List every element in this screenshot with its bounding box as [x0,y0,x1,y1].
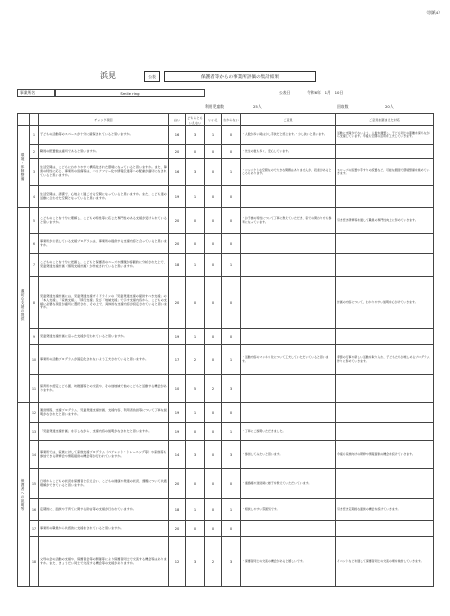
count-unknown: 0 [222,469,241,499]
publication-box: 公表 [144,71,160,82]
header-number [30,114,39,126]
check-item: 運営規程、支援プログラム、児童発達支援計画、支援内容、利用者負担等について丁寧な説明がなされたと思いますか。 [39,403,169,423]
check-item: 事業所が公表している支援プログラムは、事業所の提供する支援内容と合っていると思いますか。 [39,234,169,254]
row-number: 11 [30,375,39,403]
check-item: 父母の会の活動の支援や、保護者会等の開催等により保護者同士で交流する機会等はありますか。また、きょうだい同士で交流する機会等の支援がありますか。 [39,537,169,587]
header-unknown: わからない [222,114,241,126]
response-cell: 引き続き研修等を通して職員の専門性向上に努めていきます。 [336,208,434,234]
count-yes: 20 [169,145,186,159]
check-item: 職員の配置数は適切であると思いますか。 [39,145,169,159]
header-neutral: どちらともいえない [187,115,203,125]
row-number: 12 [30,403,39,423]
document-tag: （別紙4） [424,10,442,15]
count-unknown: 0 [222,277,241,329]
row-number: 5 [30,208,39,234]
count-unknown: 0 [222,126,241,145]
evaluation-table-wrapper [17,113,434,587]
opinion-cell [241,277,336,329]
table-row [18,537,434,587]
check-item: 事業所の活動プログラムが固定化されないよう工夫されていると思いますか。 [39,345,169,375]
row-number: 4 [30,186,39,208]
count-no: 0 [205,423,222,441]
row-number: 15 [30,469,39,499]
count-neutral: 0 [186,208,205,234]
row-number: 17 [30,521,39,537]
users-value: 25人 [253,104,262,109]
count-no: 0 [205,345,222,375]
pub-date-value: 令和6年 1月 10日 [307,90,344,95]
pub-date-label: 公表日 [279,90,291,95]
response-cell: 季節の行事や新しい活動を取り入れ、子どもたちが楽しめるプログラム作りに努めていきます。 [336,345,434,375]
count-yes: 20 [169,208,186,234]
table-row [18,345,434,375]
count-unknown: 3 [222,537,241,587]
opinion-cell [241,234,336,254]
table-row [18,499,434,521]
count-no: 0 [205,441,222,469]
row-number: 1 [30,126,39,145]
response-cell [336,375,434,403]
count-no: 0 [205,254,222,277]
table-header-row [18,114,434,126]
count-yes: 14 [169,441,186,469]
header-check-item: チェック項目 [39,114,169,126]
count-neutral: 5 [186,375,205,403]
check-item: 子どもの活動等のスペースが十分に確保されていると思いますか。 [39,126,169,145]
responses-value: 20人 [385,104,394,109]
opinion-cell [241,329,336,345]
check-item: 事業所の職員から共感的に支援をされていると思いますか。 [39,521,169,537]
count-unknown: 0 [222,145,241,159]
count-neutral: 1 [186,329,205,345]
header [60,70,380,82]
count-no: 0 [205,208,222,234]
response-cell: イベントなどを通して保護者同士の交流の場を検討していきます。 [336,537,434,587]
count-neutral: 3 [186,537,205,587]
count-unknown: 0 [222,521,241,537]
count-yes: 12 [169,537,186,587]
opinion-cell: ・先生の数も多く、安心しています。 [241,145,336,159]
opinion-cell [241,375,336,403]
count-unknown: 1 [222,499,241,521]
response-cell: 引き続き定期的な面談の機会を設けていきます。 [336,499,434,521]
response-cell [336,145,434,159]
count-no: 0 [205,145,222,159]
table-row [18,375,434,403]
row-number: 18 [30,537,39,587]
handwritten-label: 浜見 [100,71,116,80]
count-no: 2 [205,537,222,587]
count-no: 0 [205,277,222,329]
count-unknown: 0 [222,234,241,254]
check-item: 定期的に、面談や子育てに関する助言等の支援が行われていますか。 [39,499,169,521]
count-neutral: 0 [186,469,205,499]
category-cell: 適切な支援の提供 [18,208,30,403]
response-cell [336,423,434,441]
header-no: いいえ [205,114,222,126]
count-neutral: 0 [186,145,205,159]
opinion-cell: ・活動内容のマンネリ化について工夫していただいていると思います。 [241,345,336,375]
response-cell [336,329,434,345]
count-neutral: 1 [186,403,205,423]
row-number: 7 [30,254,39,277]
table-row [18,277,434,329]
count-no: 1 [205,126,222,145]
table-row [18,403,434,423]
count-neutral: 0 [186,521,205,537]
check-item: 児童発達支援計画には、児童発達支援ガイドラインの「児童発達支援の提供すべき支援」の「本人支援」、「家族支援」、「移行支援」及び「地域支援」で示す支援内容から、こどもの支援に必要な項目が適切に選択され、その上で、具体的な支援内容が設定されていると思いますか。 [39,277,169,329]
opinion-cell [241,254,336,277]
response-cell [336,234,434,254]
check-item: 保育所や認定こども園、幼稚園等との交流や、その他地域で他のこどもと活動する機会がありますか。 [39,375,169,403]
count-no: 0 [205,329,222,345]
count-no: 0 [205,499,222,521]
count-unknown: 1 [222,254,241,277]
count-neutral: 0 [186,277,205,329]
count-unknown: 1 [222,159,241,186]
row-number: 10 [30,345,39,375]
table-row [18,423,434,441]
table-row [18,521,434,537]
table-row [18,159,434,186]
header-yes: はい [169,114,186,126]
opinion-cell: ・コンパクトな空間なので大きな問題はありませんが、段差があるところもあります。 [241,159,336,186]
count-neutral: 3 [186,441,205,469]
opinion-cell: ・お子様の特性について丁寧に教えていただき、家での関わり方も参考になっています。 [241,208,336,234]
count-yes: 17 [169,345,186,375]
table-row [18,441,434,469]
table-row [18,254,434,277]
header-opinion: ご意見 [241,114,336,126]
count-unknown: 3 [222,441,241,469]
opinion-cell: ・参加してみたいと思います。 [241,441,336,469]
users-label: 利用児童数 [205,104,224,109]
check-item: 生活空間は、清潔で、心地よく過ごせる空間になっていると思いますか。また、こども達の活動に合わせた空間となっていると思いますか。 [39,186,169,208]
row-number: 16 [30,499,39,521]
check-item: 日頃からこどもの状況を保護者と伝え合い、こどもの健康や発達の状況、課題について共通理解ができていると思いますか。 [39,469,169,499]
opinion-cell [241,186,336,208]
count-yes: 10 [169,375,186,403]
count-no: 2 [205,375,222,403]
response-cell: 今後も家族向けの研修や情報提供の機会を設けていきます。 [336,441,434,469]
count-unknown: 0 [222,186,241,208]
count-unknown: 3 [222,375,241,403]
table-row [18,126,434,145]
response-cell: 計画の内容について、わかりやすい説明を心がけていきます。 [336,277,434,329]
opinion-cell: ・保護者同士の交流の機会があると嬉しいです。 [241,537,336,587]
count-yes: 18 [169,499,186,521]
check-item: こどものことを十分に把握し、こどもと保護者のニーズや課題が客観的に分析された上で、児童発達支援計画（個別支援計画）が作成されていると思いますか。 [39,254,169,277]
response-cell [336,403,434,423]
count-yes: 20 [169,234,186,254]
check-item: 児童発達支援計画に沿った支援が行われていると思いますか。 [39,329,169,345]
count-neutral: 0 [186,234,205,254]
response-cell: 活動に支障がでないよう、人数を調整し、子ども同士の距離を保ちながら支援しています。今後も空間の活用を工夫していきます。 [336,126,434,145]
response-cell: スロープの設置や手すりの設置など、可能な範囲で環境整備を進めていきます。 [336,159,434,186]
row-number: 14 [30,441,39,469]
row-number: 6 [30,234,39,254]
count-no: 0 [205,469,222,499]
office-name: Smile ring [55,89,205,97]
count-unknown: 0 [222,329,241,345]
row-number: 3 [30,159,39,186]
count-no: 0 [205,521,222,537]
opinion-cell: ・丁寧にご説明いただきました。 [241,423,336,441]
count-yes: 19 [169,403,186,423]
header-category [18,114,30,126]
row-number: 13 [30,423,39,441]
category-cell: 環境・体制整備 [18,126,30,208]
response-cell [336,521,434,537]
count-yes: 19 [169,329,186,345]
evaluation-table [17,113,434,587]
office-label: 事業所名 [17,89,55,97]
table-row [18,145,434,159]
response-cell [336,186,434,208]
count-unknown: 1 [222,345,241,375]
table-body [18,126,434,587]
check-item: 生活空間は、こどもにわかりやすく構造化された環境になっていると思いますか。また、障害の特性に応じ、事業所の設備等は、バリアフリー化や情報伝達等への配慮が適切になされていると思いますか。 [39,159,169,186]
count-neutral: 0 [186,423,205,441]
table-row [18,329,434,345]
count-yes: 20 [169,521,186,537]
row-number: 8 [30,277,39,329]
row-number: 9 [30,329,39,345]
count-no: 0 [205,234,222,254]
count-yes: 20 [169,469,186,499]
count-yes: 18 [169,254,186,277]
count-no: 0 [205,186,222,208]
check-item: 「児童発達支援計画」を示しながら、支援内容の説明がなされたと思いますか。 [39,423,169,441]
opinion-cell: ・連絡帳や送迎時に様子を教えていただいています。 [241,469,336,499]
count-yes: 16 [169,159,186,186]
count-unknown: 0 [222,403,241,423]
count-neutral: 1 [186,499,205,521]
opinion-cell [241,521,336,537]
table-row [18,234,434,254]
count-neutral: 3 [186,159,205,186]
header-response: ご意見を踏まえた対応 [336,114,434,126]
check-item: 事業所では、家族に対して家族支援プログラム（ペアレント・トレーニング等）や家族等も参加できる研修会や情報提供の機会等が行われていますか。 [39,441,169,469]
opinion-cell: ・人数が多い時は少し手狭だと感じます。・少し狭いと思います。 [241,126,336,145]
count-yes: 20 [169,277,186,329]
category-cell: 保護者への説明等 [18,403,30,587]
document-title: 保護者等からの事業所評価の集計結果 [164,71,316,82]
count-neutral: 1 [186,254,205,277]
response-cell [336,254,434,277]
count-yes: 19 [169,423,186,441]
count-neutral: 1 [186,186,205,208]
count-no: 0 [205,159,222,186]
response-cell [336,469,434,499]
count-unknown: 0 [222,208,241,234]
count-yes: 19 [169,186,186,208]
opinion-cell: ・相談しやすい雰囲気です。 [241,499,336,521]
check-item: こどものことを十分に理解し、こどもの特性等に応じた専門性のある支援が受けられていると思いますか。 [39,208,169,234]
count-yes: 16 [169,126,186,145]
table-row [18,469,434,499]
meta-section [17,89,433,111]
count-neutral: 2 [186,345,205,375]
count-unknown: 1 [222,423,241,441]
count-neutral: 3 [186,126,205,145]
table-row [18,208,434,234]
count-no: 0 [205,403,222,423]
opinion-cell [241,403,336,423]
row-number: 2 [30,145,39,159]
responses-label: 回収数 [337,104,349,109]
table-row [18,186,434,208]
